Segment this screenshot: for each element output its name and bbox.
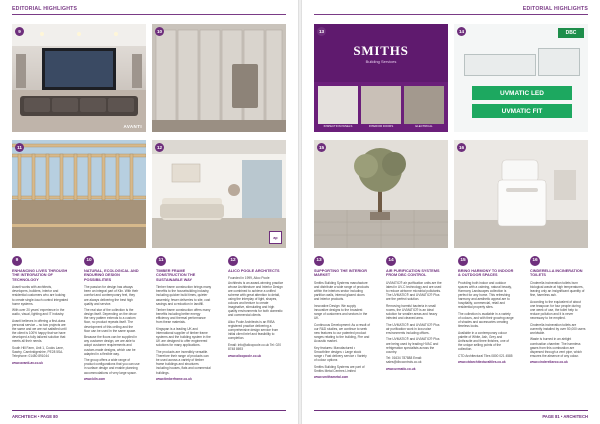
right-footer-rule: [314, 410, 588, 411]
article-16-para: Cinderella incineration toilets burn biological waste at high temperatures, leaving only an insignificant quantity of fine, harmless ash.: [530, 280, 585, 298]
article-15-number: 15: [458, 256, 468, 266]
article-16-para: Cinderella incineration toilets are currently installed by over 50,000 users worldwide.: [530, 322, 586, 335]
article-10: [84, 256, 140, 384]
image-badge-9: 9: [15, 27, 24, 36]
article-15: [458, 256, 514, 367]
article-10-para: Because the floors can be supplied in any customer design, we are able to adopt customer requirements and custom-made designs, which can be adapted in a flexible way.: [84, 335, 137, 356]
dbc-logo: DBC: [558, 28, 584, 38]
article-10-para: The real star of the collection is the design itself. Depending on the decor the very pattern extends to a custom floor, no product repeats itself. The development of this ceiling and the floor can be used in the same space.: [84, 308, 137, 333]
timber-frame-illustration: [12, 140, 146, 248]
smiths-panel-1-photo: [318, 86, 358, 124]
uvmatic-advert-image: [454, 24, 588, 132]
article-13: [314, 256, 370, 382]
article-9-title: ENHANCING LIVES THROUGH THE INTEGRATION OF TECHNOLOGY: [12, 269, 68, 282]
article-12-url[interactable]: www.alicopoole.co.uk: [228, 353, 262, 358]
article-13-para: Smiths Building Systems manufacture and distribute a wide range of products within the interiors sector including partition walls, internal glazed doors and interior products.: [314, 280, 369, 302]
article-13-para: Continuous Development: As a result of our R&D studies, we continue to seek new features to our patented product ranges relating to the building, Fire and Acoustic market.: [314, 322, 370, 344]
image-badge-13: 13: [318, 29, 325, 34]
modern-room-image: [152, 140, 286, 248]
image-badge-11: 11: [15, 143, 24, 152]
left-header: EDITORIAL HIGHLIGHTS: [12, 6, 78, 12]
article-12-number: 12: [228, 256, 238, 266]
article-14-para: The UVMATIC® and UVMATIC® Plus are being used by leading HVAC and refrigeration specialists across the country.: [386, 337, 440, 354]
article-14: [386, 256, 442, 374]
smiths-panel-3-photo: [404, 86, 444, 124]
article-15-title: BRING HARMONY TO INDOOR & OUTDOOR SPACES: [458, 269, 514, 278]
article-10-para: The passion for design has always been an integral part of Kiln. With their comfort and contemporary feel, they are always delivering the best high quality and service.: [84, 285, 139, 306]
modern-room-illustration: [152, 140, 286, 248]
article-13-para: Smiths Building Systems are part of Smiths Metal Centres Limited: [314, 364, 365, 373]
article-16-title: CINDERELLA INCINERATION TOILETS: [530, 269, 583, 278]
image-badge-10: 10: [156, 29, 163, 34]
image-badge-12: 12: [156, 145, 163, 150]
article-11-para: Timber frame construction offers many benefits including better energy efficiency and thermal performance from these materials.: [156, 308, 211, 325]
right-page: [302, 0, 600, 424]
article-9-para: Avanti works with architects, developers, builders, interior and residential customers who are looking to create single-touch control integrated home systems.: [12, 285, 68, 306]
article-14-para: UVMATIC® air purification units are the latest in UV-C technology and are used to reduce airborne microbial pollutants. The UVMATIC® and UVMATIC® Plus are the perfect solution.: [386, 280, 442, 302]
article-12-para: Founded in 1999, Alico Poole Architects is an award-winning practice whose Architecture and Interior Design are combined to achieve a unified scheme with great attention to detail, using the interplay of light, shapes, colours and texture to create imaginative, stimulating and high quality environments for both domestic and commercial clients.: [228, 276, 284, 318]
smiths-subtitle: Building Services: [365, 58, 397, 64]
article-13-para: Innovative Design: We supply innovative designs to the broadest range of customers and sectors in the UK.: [314, 303, 368, 321]
article-16-para: According to the equivalent of about one teaspoon for four people during one week of use, the toilet help to reduce pollution and it is never necessary to be emptied.: [530, 299, 581, 321]
article-12-para: Alico Poole Architects is an RIBA registered practice delivering a comprehensive design service from initial client brief and feasibility to completion.: [228, 319, 279, 341]
left-page: [0, 0, 298, 424]
uvmatic-led-tag: UVMATIC LED: [472, 86, 572, 100]
article-10-title: NATURAL, ECOLOGICAL AND ENDURING DESIGN POSSIBILITIES: [84, 269, 139, 282]
home-cinema-image: [12, 24, 146, 132]
article-11-title: TIMBER FRAME CONSTRUCTION THE SUSTAINABLE WAY: [156, 269, 196, 282]
left-footer-rule: [12, 410, 286, 411]
article-13-para: Key features: Manufactured • Smoothline designs • Large stock range • Fast delivery service • Variety of colour options: [314, 345, 367, 362]
article-14-url[interactable]: www.uvmatic.co.uk: [386, 367, 416, 371]
article-15-url[interactable]: www.ctdarchitecturaltiles.co.uk: [458, 360, 506, 365]
article-10-number: 10: [84, 256, 94, 266]
article-14-para: The UVMATIC® and UVMATIC® Plus air purification work in low-noise environments including offices.: [386, 322, 440, 335]
article-11-para: Kingspan is a leading UK and international supplier of timber frame systems and the building system in the UK are designed to offer engineered solutions for many applications.: [156, 327, 211, 348]
smiths-panel-2-photo: [361, 86, 401, 124]
article-14-para: Removing harmful bacteria in small rooms, the UVMATIC® is an ideal solution for smaller areas and heavy infected and cleaned area.: [386, 303, 438, 321]
smiths-brand-block: [314, 24, 448, 82]
smiths-panel-2-label: INTERIOR DOORS: [368, 124, 394, 128]
article-9-para: South Hill Farm, Unit 1, Cooks Lane, Sawtry, Cambridgeshire, PE28 5SA. Telephone: 01480 891044: [12, 345, 64, 359]
article-14-title: AIR PURIFICATION SYSTEMS FROM DBC CONTROL: [386, 269, 440, 278]
article-9-para: With over 20 years' experience in the audio, visual, lighting and IT industry.: [12, 308, 65, 317]
right-footer: PAGE 81 • ARCHITECH: [542, 414, 588, 419]
smiths-panel-3-label: ELECTRICAL: [415, 124, 433, 128]
smiths-advert-image: [314, 24, 448, 132]
article-12-para: Email: info@alicopoole.co.uk Tel: 020 8748 8693: [228, 342, 281, 351]
tiled-space-illustration: [314, 140, 448, 248]
article-9-url[interactable]: www.avanti-av.co.uk: [12, 360, 43, 365]
article-11: [156, 256, 212, 384]
article-15-para: The collection is available in a variety of colours, and with their growing range of shades and accessories creating timeless looks.: [458, 311, 514, 329]
uvmatic-unit-large: [464, 54, 536, 76]
smiths-logo: SMITHS: [353, 42, 409, 58]
article-16-number: 16: [530, 256, 540, 266]
article-12-title: ALICO POOLE ARCHITECTS: [228, 269, 280, 273]
article-11-url[interactable]: www.timberframe.co.uk: [156, 377, 192, 382]
article-11-number: 11: [156, 256, 166, 266]
article-13-number: 13: [314, 256, 324, 266]
article-16-para: Waste is burned in an airtight combustion chamber. The harmless gases from this combustion are dispersed through a vent pipe, which ensures the absence of any odour.: [530, 337, 582, 358]
incineration-toilet-image: [454, 140, 588, 248]
article-13-url[interactable]: www.smithsmetal.com: [314, 375, 349, 380]
timber-frame-image: [12, 140, 146, 248]
article-14-para: Tel: 01634 787888 Email: sales@dbccontrols.co.uk: [386, 356, 422, 365]
article-13-title: SUPPORTING THE INTERIOR MARKET: [314, 269, 367, 278]
image-badge-14: 14: [458, 29, 465, 34]
article-9: [12, 256, 68, 367]
article-15-para: Providing both indoor and outdoor spaces with a calming, natural beauty, Harmony Landscapes collection is perfect for any home. This refreshing harmony and aesthetic appeal are to hospitality, commercial, retail and residential property sites.: [458, 280, 512, 310]
article-10-para: The group offers a wide range of product configurations that you can use in surface design and enable planning accommodations of very large space.: [84, 358, 140, 375]
article-16-url[interactable]: www.cinderellaeco.co.uk: [530, 360, 568, 365]
article-15-para: Available in a contemporary colour palette of White, Ash, Grey and Anthracite and three finishes, one of the unique selling points of the collection.: [458, 330, 510, 352]
wall-panelling-image: [152, 24, 286, 132]
image-badge-16: 16: [458, 145, 465, 150]
incineration-toilet-illustration: [454, 140, 588, 248]
left-footer: ARCHITECH • PAGE 80: [12, 414, 58, 419]
image-badge-15: 15: [318, 145, 325, 150]
article-10-url[interactable]: www.kiln.com: [84, 377, 106, 382]
right-header: EDITORIAL HIGHLIGHTS: [522, 6, 588, 12]
smiths-panel-1-label: INSPECTION PANELS: [323, 124, 353, 128]
article-9-number: 9: [12, 256, 22, 266]
article-11-para: The products are incredibly versatile. Therefore their range of products can be used across a variety of timber frame buildings and structures including houses, flats and commercial buildings.: [156, 350, 211, 375]
left-header-rule: [12, 14, 286, 15]
article-15-para: CTD Architectural Tiles 0800 021 4585: [458, 353, 513, 358]
article-16: [530, 256, 586, 367]
avanti-logo: AVANTI: [123, 124, 142, 129]
uvmatic-unit-small: [538, 48, 580, 76]
article-9-para: Avanti believes in offering a first-class personal service – no two projects are the same and we are not satisfied until the client is 100% happy that we have developed a fully tailored solution that meets all their needs.: [12, 318, 67, 344]
home-cinema-illustration: [12, 24, 146, 132]
article-14-number: 14: [386, 256, 396, 266]
article-12: [228, 256, 284, 360]
tiled-space-image: [314, 140, 448, 248]
article-11-para: Timber frame construction brings many benefits to the housebuilding industry, including quicker build times, quieter assembly, fewer deliveries to site, cost savings and a reduction in landfill.: [156, 285, 212, 306]
alico-poole-logo: ap: [269, 231, 282, 244]
right-header-rule: [314, 14, 588, 15]
wall-panelling-illustration: [152, 24, 286, 132]
uvmatic-fit-tag: UVMATIC FIT: [472, 104, 572, 118]
